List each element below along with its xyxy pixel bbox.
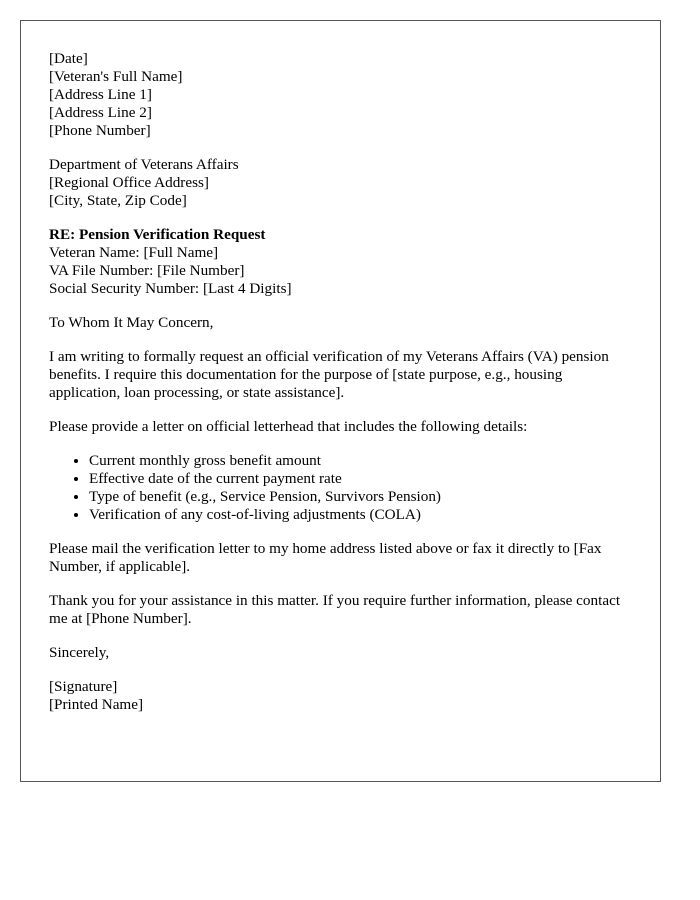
list-item: • Effective date of the current payment rate (89, 470, 631, 488)
salutation: To Whom It May Concern, (49, 314, 214, 331)
re-file-number: VA File Number: [File Number] (49, 262, 245, 279)
sender-phone: [Phone Number] (49, 122, 151, 139)
letter-page (20, 20, 661, 782)
sender-block (49, 50, 631, 140)
recipient-block (49, 156, 631, 210)
recipient-org: Department of Veterans Affairs (49, 156, 239, 173)
signature-block (49, 678, 631, 714)
list-item: • Verification of any cost-of-living adjustments (COLA) (89, 506, 631, 524)
details-list (49, 452, 631, 524)
sender-address-line-1: [Address Line 1] (49, 86, 152, 103)
sender-address-line-2: [Address Line 2] (49, 104, 152, 121)
list-item: • Current monthly gross benefit amount (89, 452, 631, 470)
request-paragraph: Please provide a letter on official letterhead that includes the following details: (49, 418, 528, 435)
printed-name: [Printed Name] (49, 696, 144, 713)
thanks-paragraph: Thank you for your assistance in this matter. If you require further information, please contact me at [Phone Number]. (49, 592, 621, 627)
recipient-city: [City, State, Zip Code] (49, 192, 187, 209)
intro-paragraph: I am writing to formally request an official verification of my Veterans Affairs (VA) pension benefits. I require this documentation for the purpose of [state purpose, e.g., housing application, loan processing, or state assistance]. (49, 348, 609, 401)
sender-date: [Date] (49, 50, 88, 67)
re-veteran-name: Veteran Name: [Full Name] (49, 244, 219, 261)
list-item: • Type of benefit (e.g., Service Pension, Survivors Pension) (89, 488, 631, 506)
sender-name: [Veteran's Full Name] (49, 68, 183, 85)
valediction: Sincerely, (49, 644, 110, 661)
signature: [Signature] (49, 678, 118, 695)
re-ssn: Social Security Number: [Last 4 Digits] (49, 280, 292, 297)
re-subject: RE: Pension Verification Request (49, 226, 266, 243)
delivery-paragraph: Please mail the verification letter to my home address listed above or fax it directly to [Fax Number, if applicable]. (49, 540, 602, 575)
recipient-address: [Regional Office Address] (49, 174, 209, 191)
re-block (49, 226, 631, 298)
